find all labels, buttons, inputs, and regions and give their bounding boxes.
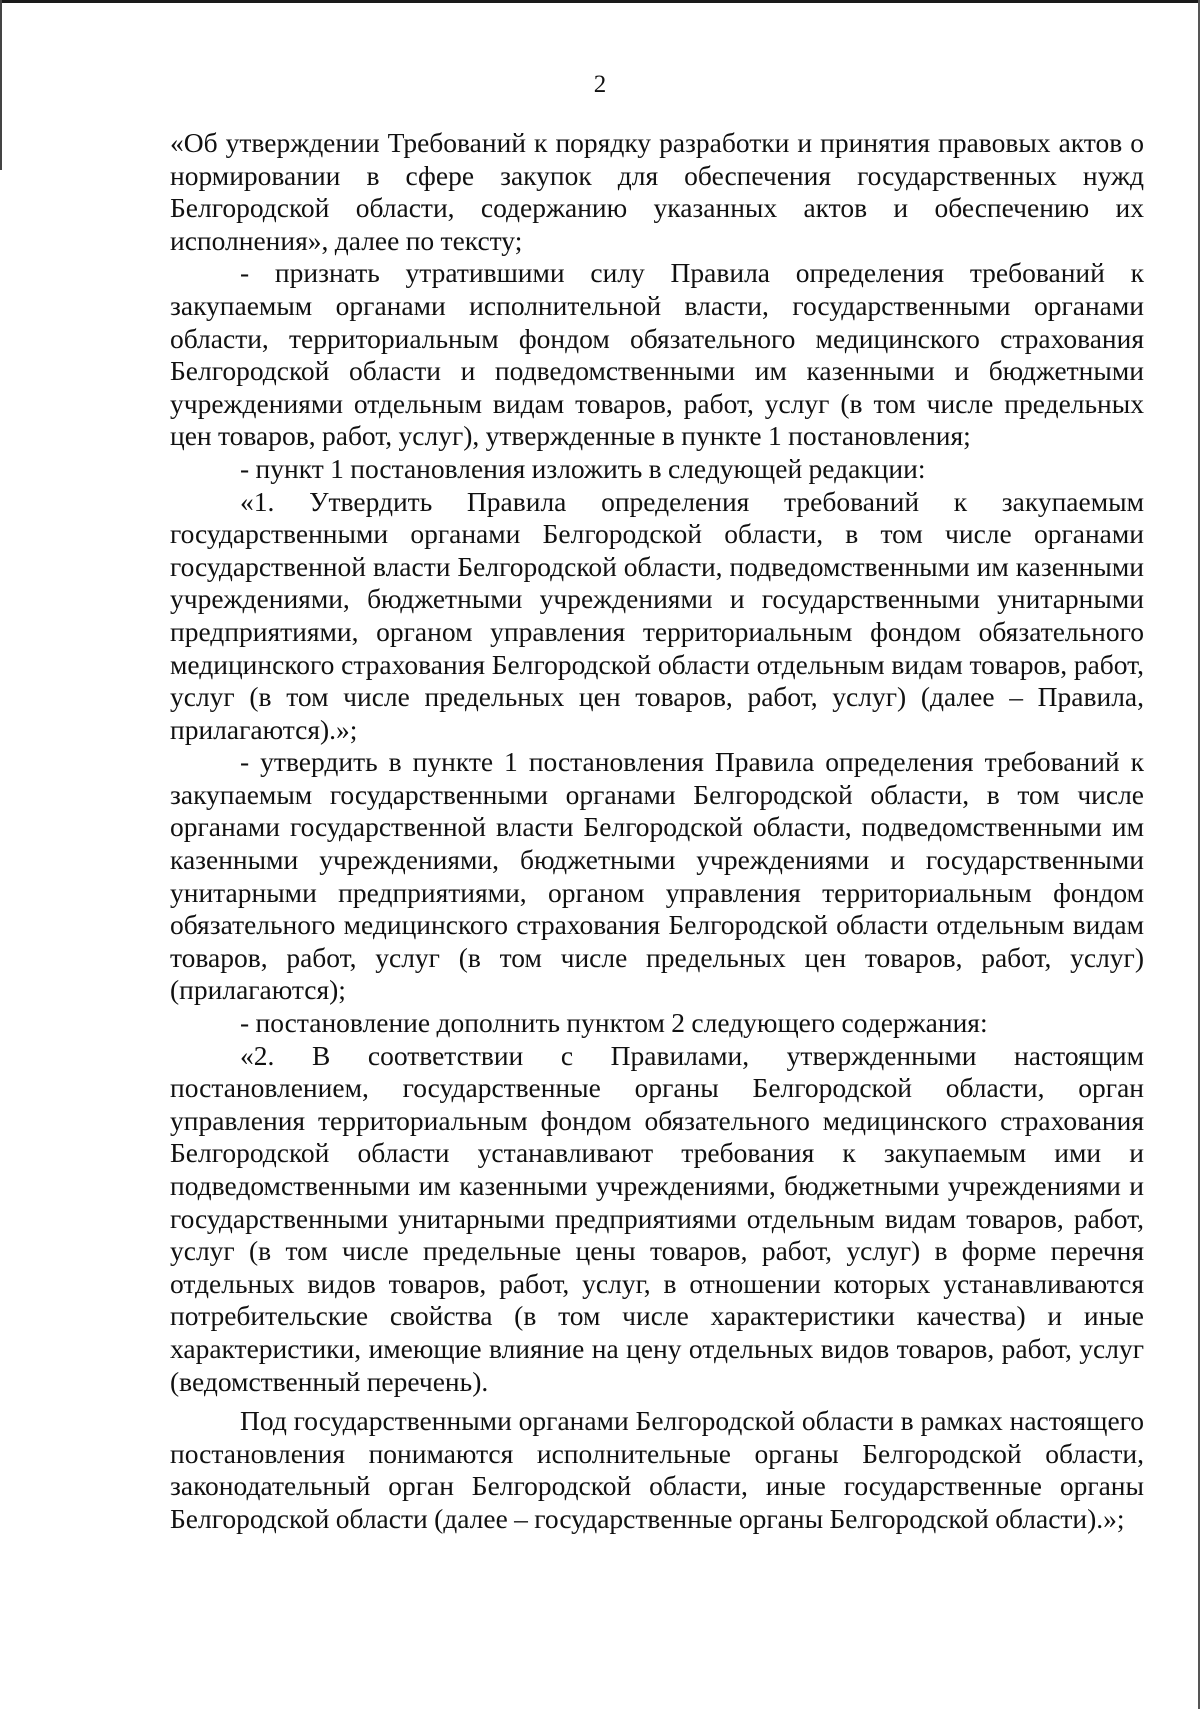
paragraph-add-point-2: - постановление дополнить пунктом 2 следующего содержания: — [240, 1007, 988, 1039]
document-body — [170, 127, 1144, 1536]
paragraph-repeal-rules: - признать утратившими силу Правила определения требований к закупаемым органами исполнительной власти, государственными органами области, территориальным фондом обязательного медицинского страхования Белгородской области и подведомственными им казенными и бюджетными учреждениями отдельным видам товаров, работ, услуг (в том числе предельных цен товаров, работ, услуг), утвержденные в пункте 1 постановления; — [170, 257, 1144, 452]
paragraph-point-1-text: «1. Утвердить Правила определения требований к закупаемым государственными органами Белгородской области, в том числе органами государственной власти Белгородской области, подведомственными им казенными учреждениями, бюджетными учреждениями и государственными унитарными предприятиями, органом управления территориальным фондом обязательного медицинского страхования Белгородской области отдельным видам товаров, работ, услуг (в том числе предельных цен товаров, работ, услуг) (далее – Правила, прилагаются).»; — [170, 485, 1144, 745]
paragraph-intro: «Об утверждении Требований к порядку разработки и принятия правовых актов о нормировании в сфере закупок для обеспечения государственных нужд Белгородской области, содержанию указанных актов и обеспечению их исполнения», далее по тексту; — [170, 127, 1144, 256]
page-number: 2 — [593, 71, 607, 98]
paragraph-approve-rules: - утвердить в пункте 1 постановления Правила определения требований к закупаемым государственными органами Белгородской области, в том числе органами государственной власти Белгородской области, подведомственными им казенными учреждениями, бюджетными учреждениями и государственными унитарными предприятиями, органом управления территориальным фондом обязательного медицинского страхования Белгородской области отдельным видам товаров, работ, услуг (в том числе предельных цен товаров, работ, услуг) (прилагаются); — [170, 746, 1144, 1006]
paragraph-point-2-text: «2. В соответствии с Правилами, утвержденными настоящим постановлением, государственные органы Белгородской области, орган управления территориальным фондом обязательного медицинского страхования Белгородской области устанавливают требования к закупаемым ими и подведомственными им казенными учреждениями, бюджетными учреждениями и государственными унитарными предприятиями отдельным видам товаров, работ, услуг (в том числе предельные цены товаров, работ, услуг) в форме перечня отдельных видов товаров, работ, услуг, в отношении которых устанавливаются потребительские свойства (в том числе характеристики качества) и иные характеристики, имеющие влияние на цену отдельных видов товаров, работ, услуг (ведомственный перечень). — [170, 1039, 1144, 1397]
scan-edge-top — [0, 0, 1200, 3]
paragraph-point-1-edit: - пункт 1 постановления изложить в следующей редакции: — [240, 452, 926, 484]
paragraph-state-bodies-definition: Под государственными органами Белгородской области в рамках настоящего постановления понимаются исполнительные органы Белгородской области, законодательный орган Белгородской области, иные государственные органы Белгородской области (далее – государственные органы Белгородской области).»; — [170, 1405, 1144, 1534]
